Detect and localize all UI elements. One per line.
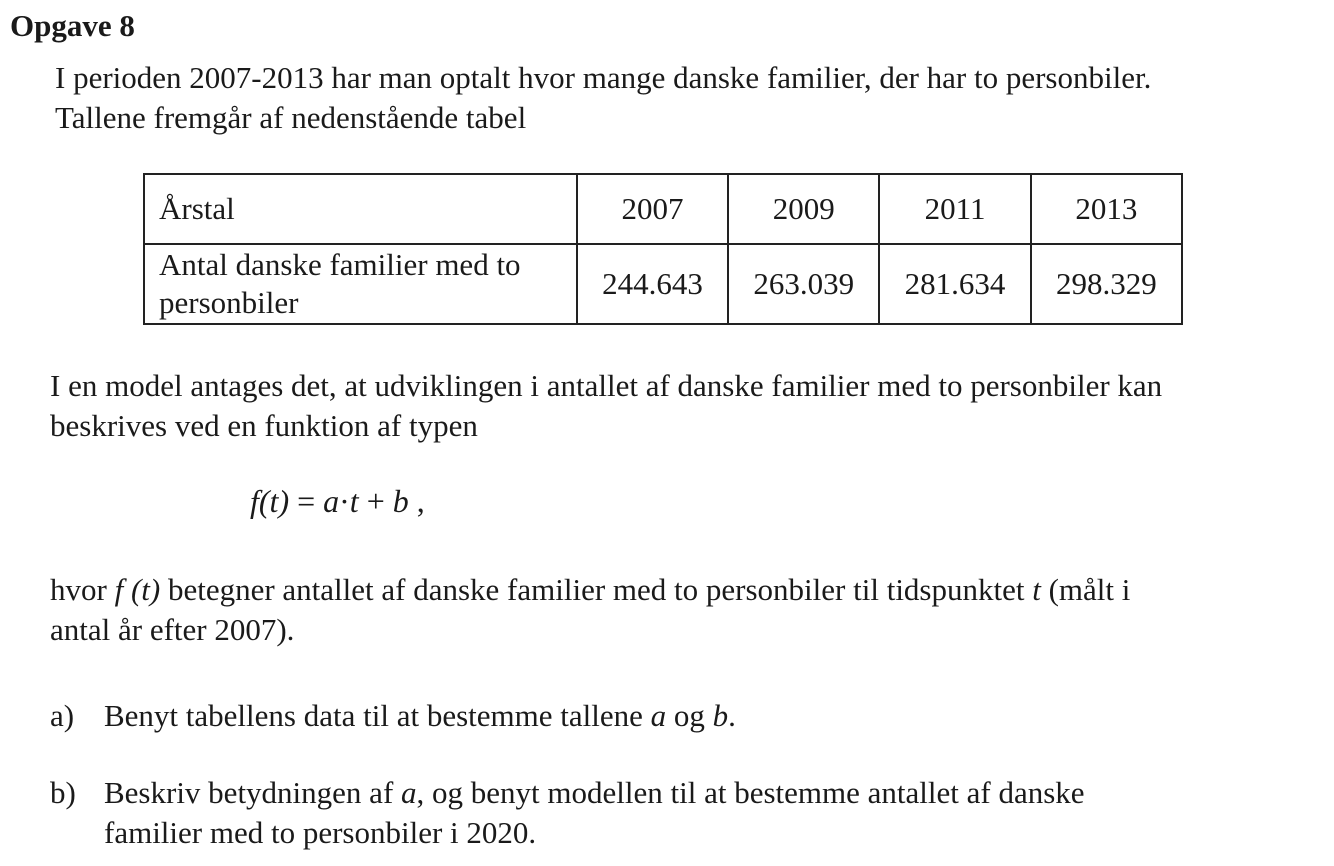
question-b-line-2: familier med to personbiler i 2020.	[104, 815, 537, 850]
table-row-label	[144, 244, 577, 324]
model-formula	[250, 483, 425, 520]
table-header-label: Årstal	[144, 174, 577, 244]
formula-comma: ,	[408, 483, 425, 519]
data-table	[143, 173, 1183, 325]
question-a-text	[104, 696, 736, 736]
question-a-var-b: b	[712, 698, 729, 733]
model-line-2: beskrives ved en funktion af typen	[50, 408, 478, 443]
explanation-post: (målt i	[1040, 572, 1131, 607]
question-a	[50, 696, 736, 736]
explanation-line-2: antal år efter 2007).	[50, 612, 295, 647]
explanation-ft: f (t)	[114, 572, 161, 607]
formula-dot: ·	[339, 483, 350, 519]
exercise-heading: Opgave 8	[10, 8, 135, 43]
explanation-mid: betegner antallet af danske familier med to personbiler til tidspunktet	[160, 572, 1033, 607]
formula-plus: +	[358, 483, 393, 519]
table-year-cell: 2011	[879, 174, 1030, 244]
table-value-cell: 263.039	[728, 244, 879, 324]
table-row-years	[144, 174, 1182, 244]
table-value-cell: 281.634	[879, 244, 1030, 324]
question-b-var-a: a	[401, 775, 417, 810]
table-value-cell: 298.329	[1031, 244, 1182, 324]
table-row-label-line-1: Antal danske familier med to	[159, 247, 521, 282]
table-row-label-line-2: personbiler	[159, 285, 299, 320]
model-paragraph	[50, 366, 1320, 446]
table-value-cell: 244.643	[577, 244, 728, 324]
table-year-cell: 2007	[577, 174, 728, 244]
formula-lhs: f(t)	[250, 483, 290, 519]
explanation-t: t	[1032, 572, 1041, 607]
formula-t: t	[349, 483, 359, 519]
explanation-paragraph	[50, 570, 1320, 650]
explanation-line-1	[50, 570, 1320, 610]
question-a-post: .	[728, 698, 736, 733]
question-b	[50, 773, 1085, 853]
model-line-1: I en model antages det, at udviklingen i antallet af danske familier med to personbiler kan	[50, 368, 1163, 403]
table-year-cell: 2009	[728, 174, 879, 244]
question-a-var-a: a	[650, 698, 667, 733]
question-a-marker: a)	[50, 698, 75, 733]
formula-a: a	[323, 483, 340, 519]
question-b-pre: Beskriv betydningen af	[104, 775, 402, 810]
question-b-post: , og benyt modellen til at bestemme antallet af danske	[416, 775, 1085, 810]
intro-paragraph	[55, 58, 1305, 138]
formula-b: b	[392, 483, 409, 519]
question-a-mid: og	[666, 698, 713, 733]
question-a-pre: Benyt tabellens data til at bestemme tallene	[104, 698, 651, 733]
explanation-pre: hvor	[50, 572, 115, 607]
table-row-values	[144, 244, 1182, 324]
intro-line-1: I perioden 2007-2013 har man optalt hvor mange danske familier, der har to personbiler.	[55, 60, 1152, 95]
table-year-cell: 2013	[1031, 174, 1182, 244]
question-b-marker: b)	[50, 775, 76, 810]
intro-line-2: Tallene fremgår af nedenstående tabel	[55, 100, 527, 135]
formula-equals: =	[289, 483, 324, 519]
question-b-line-1	[104, 773, 1085, 813]
